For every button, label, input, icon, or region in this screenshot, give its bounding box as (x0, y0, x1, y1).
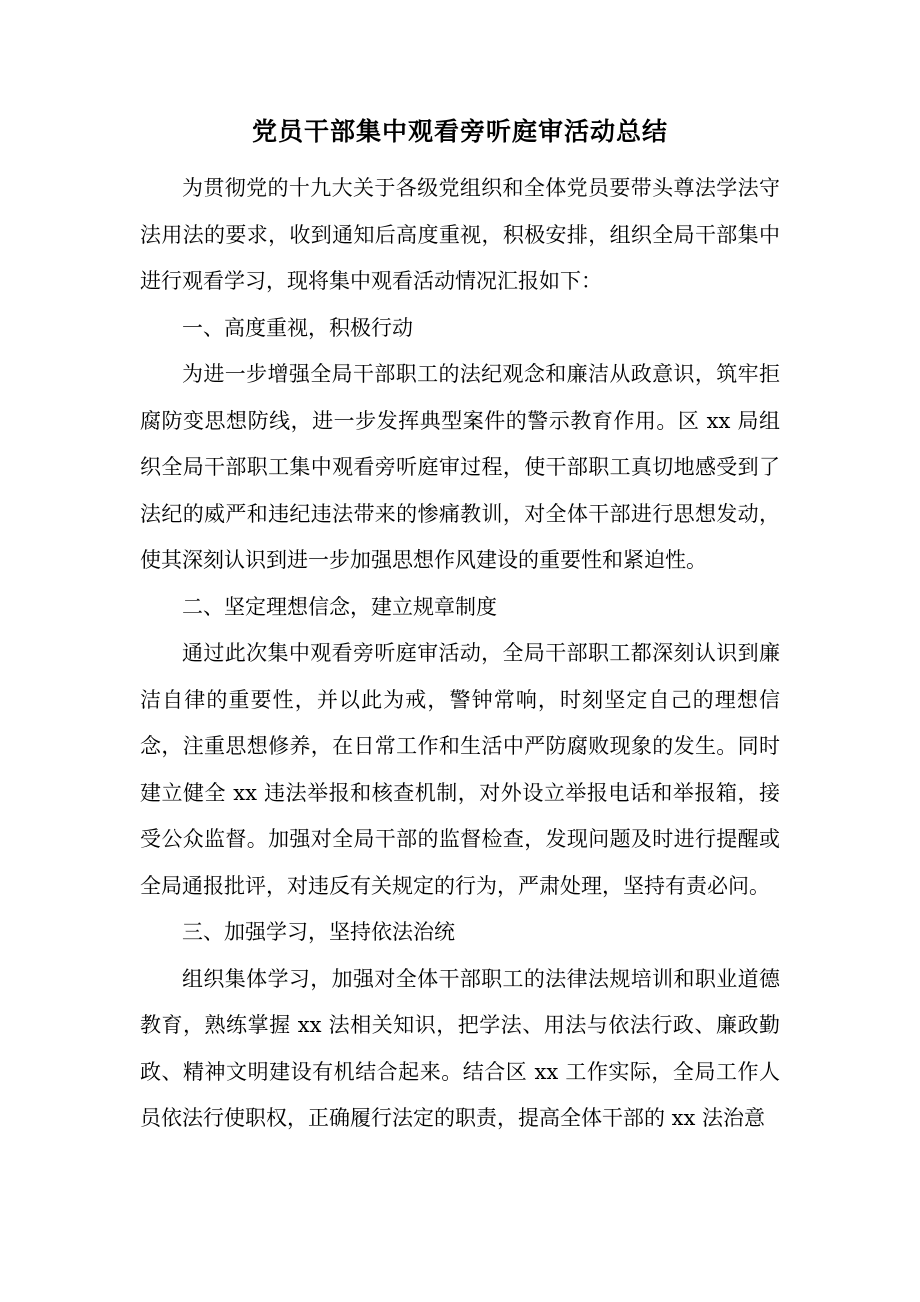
section-2-paragraph: 通过此次集中观看旁听庭审活动，全局干部职工都深刻认识到廉洁自律的重要性，并以此为戒，警钟常响，时刻坚定自己的理想信念，注重思想修养，在日常工作和生活中严防腐败现象的发生。同时建立健全 xx 违法举报和核查机制，对外设立举报电话和举报箱，接受公众监督。加强对全局干部的监督检查，发现问题及时进行提醒或全局通报批评，对违反有关规定的行为，严肃处理，坚持有责必问。 (140, 641, 780, 898)
document-body (140, 165, 780, 1142)
section-3-paragraph: 组织集体学习，加强对全体干部职工的法律法规培训和职业道德教育，熟练掌握 xx 法相关知识，把学法、用法与依法行政、廉政勤政、精神文明建设有机结合起来。结合区 xx 工作实际，全局工作人员依法行使职权，正确履行法定的职责，提高全体干部的 xx 法治意 (140, 966, 780, 1130)
section-1-paragraph: 为进一步增强全局干部职工的法纪观念和廉洁从政意识，筑牢拒腐防变思想防线，进一步发挥典型案件的警示教育作用。区 xx 局组织全局干部职工集中观看旁听庭审过程，使干部职工真切地感受到了法纪的威严和违纪违法带来的惨痛教训，对全体干部进行思想发动，使其深刻认识到进一步加强思想作风建设的重要性和紧迫性。 (140, 362, 780, 572)
intro-paragraph: 为贯彻党的十九大关于各级党组织和全体党员要带头尊法学法守法用法的要求，收到通知后高度重视，积极安排，组织全局干部集中进行观看学习，现将集中观看活动情况汇报如下： (140, 176, 780, 293)
section-heading-1: 一、高度重视，积极行动 (182, 315, 413, 340)
section-heading-3: 三、加强学习，坚持依法治统 (182, 920, 455, 944)
section-heading-2: 二、坚定理想信念，建立规章制度 (182, 594, 497, 619)
document-title: 党员干部集中观看旁听庭审活动总结 (251, 117, 668, 146)
